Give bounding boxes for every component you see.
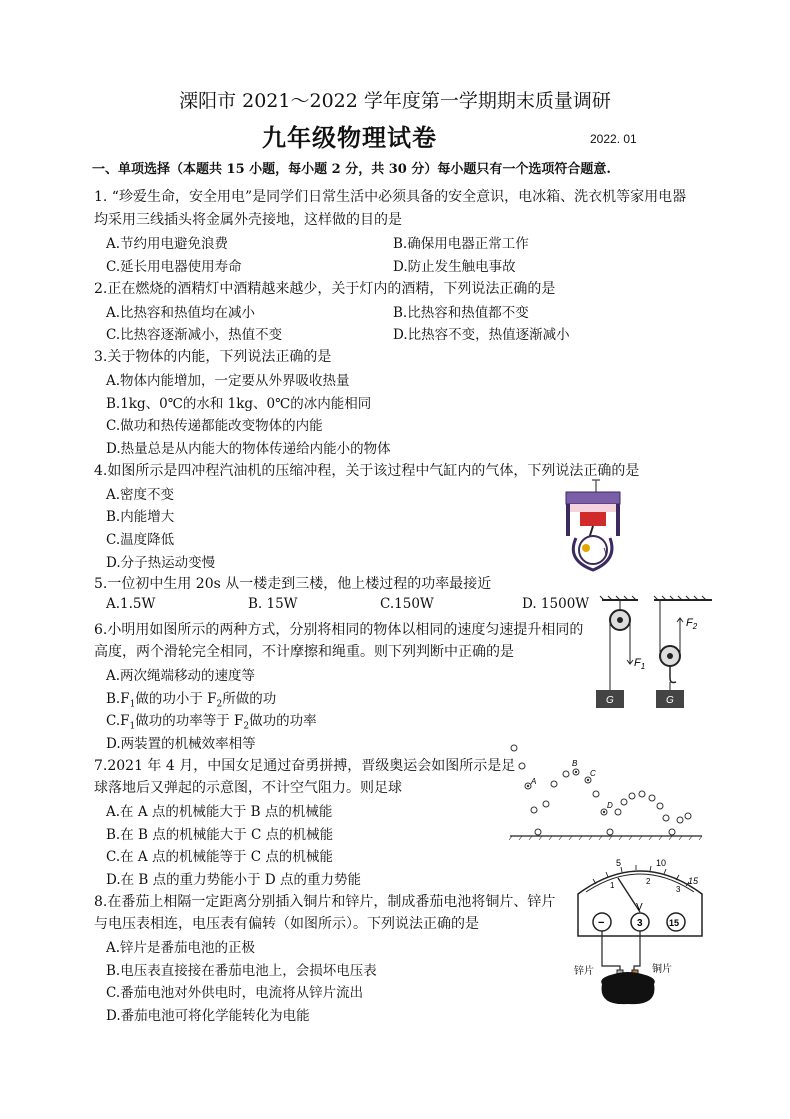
meter-tick-2: 2 [646,877,651,886]
pulley-figure [590,594,714,714]
q3-option-a: A.物体内能增加，一定要从外界吸收热量 [106,373,350,389]
q4-option-a: A.密度不变 [106,487,175,503]
q7-option-a: A.在 A 点的机械能大于 B 点的机械能 [106,804,333,820]
q6-option-b: $B.F_1$做的功小于 $F_2$所做的功 [106,691,277,710]
pulley-f1-label: $F_1$ [634,657,646,671]
q1-stem-line2: 均采用三线插头将金属外壳接地，这样做的目的是 [94,212,402,228]
engine-figure [556,478,630,578]
q7-stem-line1: 7.2021 年 4 月，中国女足通过奋勇拼搏，晋级奥运会如图所示是足 [94,758,516,774]
q4-stem-line1: 4.如图所示是四冲程汽油机的压缩冲程，关于该过程中气缸内的气体，下列说法正确的是 [94,463,640,479]
q7-option-b: B.在 B 点的机械能大于 C 点的机械能 [106,827,334,843]
q6-stem-line1: 6.小明用如图所示的两种方式，分别将相同的物体以相同的速度匀速提升相同的 [94,622,584,638]
meter-15-terminal: 15 [669,918,680,928]
copper-label: 铜片 [652,964,672,975]
ball-point-c: C [590,769,596,778]
q2-option-a: A.比热容和热值均在减小 [106,305,256,321]
ball-bounce-figure [508,738,704,842]
q4-option-d: D.分子热运动变慢 [106,555,216,571]
q5-option-d: D. 1500W [522,596,590,612]
q7-option-d: D.在 B 点的重力势能小于 D 点的重力势能 [106,872,362,888]
q3-stem-line1: 3.关于物体的内能，下列说法正确的是 [94,349,332,365]
meter-v-label: V [636,902,643,913]
q5-stem-line1: 5.一位初中生用 20s 从一楼走到三楼，他上楼过程的功率最接近 [94,576,492,592]
exam-date: 2022. 01 [590,132,637,146]
pulley-g1-label: G [606,695,614,706]
q6-option-a: A.两次绳端移动的速度等 [106,668,256,684]
ball-point-d: D [607,801,613,810]
q3-option-d: D.热量总是从内能大的物体传递给内能小的物体 [106,441,391,457]
q6-option-d: D.两装置的机械效率相等 [106,736,256,752]
q2-option-c: C.比热容逐渐减小，热值不变 [106,327,283,343]
q1-stem-line1: 1. “珍爱生命，安全用电”是同学们日常生活中必须具备的安全意识，电冰箱、洗衣机等家用电器 [94,189,687,205]
zinc-label: 锌片 [574,966,594,977]
q8-stem-line2: 与电压表相连，电压表有偏转（如图所示）。下列说法正确的是 [94,916,479,932]
q3-option-c: C.做功和热传递都能改变物体的内能 [106,418,323,434]
q7-stem-line2: 球落地后又弹起的示意图，不计空气阻力。则足球 [94,780,402,796]
ball-point-a: A [531,777,537,786]
q3-option-b: B.1kg、0℃的水和 1kg、0℃的冰内能相同 [106,396,372,412]
q4-option-b: B.内能增大 [106,509,175,525]
meter-tick-3: 3 [676,885,681,894]
q8-stem-line1: 8.在番茄上相隔一定距离分别插入铜片和锌片，制成番茄电池将铜片、锌片 [94,894,556,910]
q1-option-a: A.节约用电避免浪费 [106,236,229,252]
q7-option-c: C.在 A 点的机械能等于 C 点的机械能 [106,849,333,865]
meter-tick-1: 1 [610,881,615,890]
q2-option-b: B.比热容和热值都不变 [393,305,529,321]
ball-point-b: B [572,759,578,768]
meter-tick-10: 10 [656,858,667,868]
section-heading: 一、单项选择（本题共 15 小题，每小题 2 分，共 30 分）每小题只有一个选项符合题意. [92,162,611,177]
q2-stem-line1: 2.正在燃烧的酒精灯中酒精越来越少，关于灯内的酒精，下列说法正确的是 [94,281,556,297]
q5-option-b: B. 15W [248,596,298,612]
q2-option-d: D.比热容不变，热值逐渐减小 [393,327,570,343]
q1-option-d: D.防止发生触电事故 [393,259,516,275]
q8-option-c: C.番茄电池对外供电时，电流将从锌片流出 [106,985,364,1001]
q8-option-b: B.电压表直接接在番茄电池上，会损坏电压表 [106,963,377,979]
q5-option-c: C.150W [380,596,434,612]
meter-tick-5: 5 [616,858,622,868]
q5-option-a: A.1.5W [106,596,156,612]
q1-option-b: B.确保用电器正常工作 [393,236,529,252]
q8-option-d: D.番茄电池可将化学能转化为电能 [106,1008,310,1024]
voltmeter-figure [568,854,712,1006]
q4-option-c: C.温度降低 [106,532,175,548]
exam-title: 溧阳市 2021～2022 学年度第一学期期末质量调研 [179,90,611,112]
exam-subtitle: 九年级物理试卷 [262,123,437,152]
meter-3-terminal: 3 [637,918,643,929]
pulley-g2-label: G [666,695,674,706]
q8-option-a: A.锌片是番茄电池的正极 [106,940,256,956]
q6-option-c: $C.F_1$做功的功率等于 $F_2$做功的功率 [106,713,317,732]
q1-option-c: C.延长用电器使用寿命 [106,259,242,275]
pulley-f2-label: $F_2$ [686,617,698,631]
q6-stem-line2: 高度，两个滑轮完全相同，不计摩擦和绳重。则下列判断中正确的是 [94,644,514,660]
meter-tick-15: 15 [688,876,699,886]
meter-minus-terminal: − [598,917,605,929]
